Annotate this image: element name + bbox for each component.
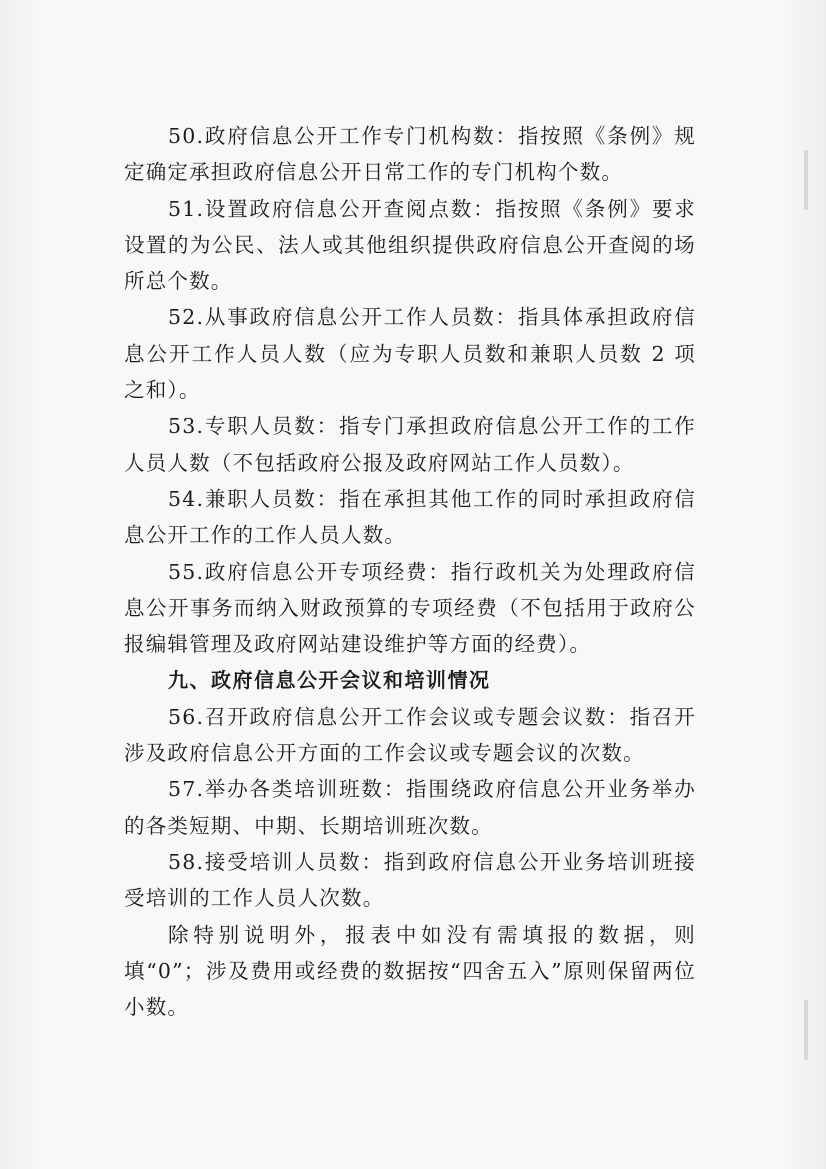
term-56: 56.召开政府信息公开工作会议或专题会议数: [168, 704, 608, 729]
term-50: 50.政府信息公开工作专门机构数: [168, 124, 496, 148]
definition-item-54: 54.兼职人员数：指在承担其他工作的同时承担政府信息公开工作的工作人员人数。: [124, 486, 697, 548]
scan-edge-mark: [804, 1000, 808, 1060]
definition-item-56: 56.召开政府信息公开工作会议或专题会议数：指召开涉及政府信息公开方面的工作会议或专题会议的次数。: [124, 704, 696, 766]
definition-53: 指专门承担政府信息公开工作的工作人员人数（不包括政府公报及政府网站工作人员数）。: [124, 414, 697, 475]
definition-57: 指围绕政府信息公开业务举办的各类短期、中期、长期培训班次数。: [124, 777, 696, 838]
definition-50: 指按照《条例》规定确定承担政府信息公开日常工作的专门机构个数。: [124, 124, 696, 185]
definition-52: 指具体承担政府信息公开工作人员人数（应为专职人员数和兼职人员数 2 项之和）。: [124, 305, 696, 403]
definition-item-58: 58.接受培训人员数：指到政府信息公开业务培训班接受培训的工作人员人次数。: [124, 849, 696, 911]
term-57: 57.举办各类培训班数: [168, 777, 384, 802]
definition-item-57: 57.举办各类培训班数：指围绕政府信息公开业务举办的各类短期、中期、长期培训班次数。: [124, 777, 696, 838]
closing-note: 除特别说明外，报表中如没有需填报的数据，则填“0”；涉及费用或经费的数据按“四舍五入”原则保留两位小数。: [124, 922, 696, 1020]
definition-item-52: 52.从事政府信息公开工作人员数：指具体承担政府信息公开工作人员人数（应为专职人员数和兼职人员数 2 项之和）。: [124, 305, 696, 403]
section-heading: 九、政府信息公开会议和培训情况: [168, 668, 491, 693]
definition-item-50: 50.政府信息公开工作专门机构数：指按照《条例》规定确定承担政府信息公开日常工作的专门机构个数。: [124, 124, 696, 185]
term-53: 53.专职人员数: [168, 414, 317, 439]
document-body: [124, 118, 696, 1025]
scan-edge-mark: [804, 150, 808, 210]
term-55: 55.政府信息公开专项经费: [168, 559, 429, 584]
definition-56: 指召开涉及政府信息公开方面的工作会议或专题会议的次数。: [124, 704, 696, 766]
term-58: 58.接受培训人员数: [168, 849, 362, 874]
definition-51: 指按照《条例》要求设置的为公民、法人或其他组织提供政府信息公开查阅的场所总个数。: [124, 196, 696, 294]
definition-item-55: 55.政府信息公开专项经费：指行政机关为处理政府信息公开事务而纳入财政预算的专项经费（不包括用于政府公报编辑管理及政府网站建设维护等方面的经费）。: [124, 559, 697, 657]
definition-55: 指行政机关为处理政府信息公开事务而纳入财政预算的专项经费（不包括用于政府公报编辑管理及政府网站建设维护等方面的经费）。: [124, 559, 697, 657]
definition-54: 指在承担其他工作的同时承担政府信息公开工作的工作人员人数。: [124, 486, 697, 548]
definition-item-53: 53.专职人员数：指专门承担政府信息公开工作的工作人员人数（不包括政府公报及政府网站工作人员数）。: [124, 414, 697, 475]
definition-item-51: 51.设置政府信息公开查阅点数：指按照《条例》要求设置的为公民、法人或其他组织提供政府信息公开查阅的场所总个数。: [124, 196, 696, 294]
definition-58: 指到政府信息公开业务培训班接受培训的工作人员人次数。: [124, 849, 696, 911]
term-54: 54.兼职人员数: [168, 486, 317, 511]
term-52: 52.从事政府信息公开工作人员数: [168, 305, 496, 330]
term-51: 51.设置政府信息公开查阅点数: [168, 196, 474, 221]
